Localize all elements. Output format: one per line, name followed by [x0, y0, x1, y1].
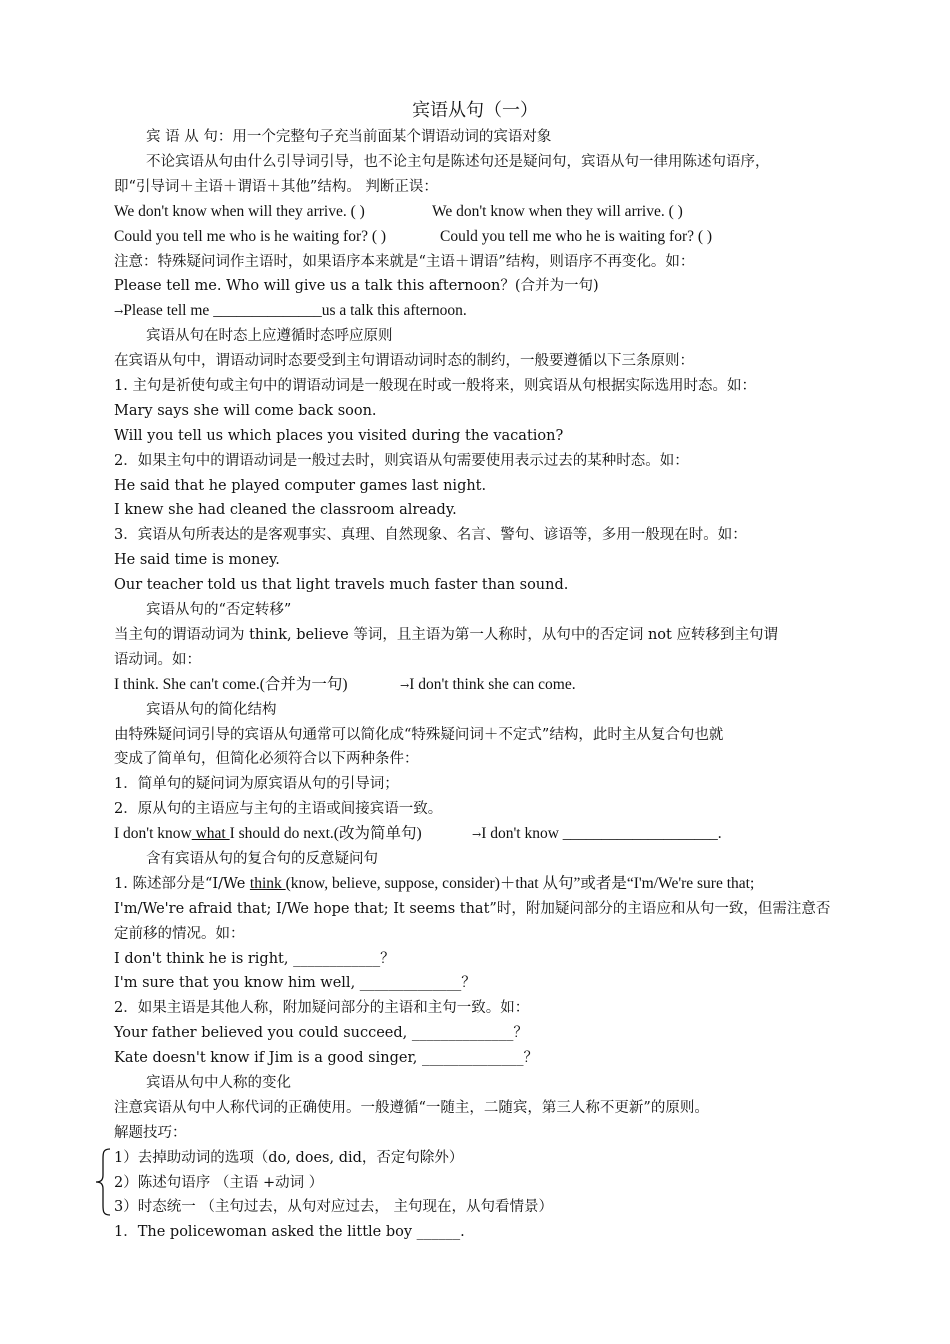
exercise-line: I'm sure that you know him well, ______________？ [114, 975, 476, 991]
paragraph-line: 不论宾语从句由什么引导词引导，也不论主句是陈述句还是疑问句，宾语从句一律用陈述句语序， [146, 154, 770, 170]
definition-line: 宾 语 从 句：用一个完整句子充当前面某个谓语动词的宾语对象 [146, 129, 552, 145]
paragraph-line: 语动词。如： [114, 652, 201, 668]
example-line: He said time is money. [114, 552, 280, 568]
underlined-word: what [191, 825, 230, 842]
example-line: I think. She can't come.(合并为一句) →I don't think she can come. [114, 676, 576, 693]
section-heading: 宾语从句的“否定转移” [146, 602, 292, 618]
paragraph-line: 注意宾语从句中人称代词的正确使用。一般遵循“一随主，二随宾，第三人称不更新”的原则。 [114, 1100, 709, 1116]
rule-item: 3．宾语从句所表达的是客观事实、真理、自然现象、名言、警句、谚语等，多用一般现在时。如： [114, 527, 747, 543]
paragraph-line: 即“引导词＋主语＋谓语＋其他”结构。 判断正误： [114, 179, 438, 195]
example-line: Our teacher told us that light travels much faster than sound. [114, 577, 569, 593]
exercise-line [114, 227, 844, 247]
rule-item: 2．如果主语是其他人称，附加疑问部分的主语和主句一致。如： [114, 1000, 530, 1016]
answer-blank: ______________ [213, 302, 322, 319]
arrow-icon: → [472, 828, 482, 841]
tips-heading: 解题技巧： [114, 1125, 187, 1141]
paragraph-line: I'm/We're afraid that; I/We hope that; It seems that”时，附加疑问部分的主语应和从句一致，但需注意否 [114, 901, 831, 917]
paragraph-line: 当主句的谓语动词为 think, believe 等词，且主语为第一人称时，从句中的否定词 not 应转移到主句谓 [114, 627, 778, 643]
exercise-line: Your father believed you could succeed, ______________？ [114, 1025, 528, 1041]
condition-item: 1．简单句的疑问词为原宾语从句的引导词； [114, 776, 399, 792]
paragraph-line: 在宾语从句中，谓语动词时态要受到主句谓语动词时态的制约，一般要遵循以下三条原则： [114, 353, 694, 369]
example-line: Mary says she will come back soon. [114, 403, 377, 419]
question-item: 1．The policewoman asked the little boy ______. [114, 1224, 465, 1240]
section-heading: 宾语从句在时态上应遵循时态呼应原则 [146, 328, 393, 344]
example-line: Will you tell us which places you visited during the vacation? [114, 428, 564, 444]
arrow-icon: → [400, 679, 410, 692]
exercise-option-b: We don't know when they will arrive. ( ) [432, 203, 683, 220]
paragraph-line: 变成了简单句，但简化必须符合以下两种条件： [114, 751, 419, 767]
exercise-option-a: We don't know when will they arrive. ( ) [114, 203, 365, 220]
exercise-line [114, 202, 844, 222]
section-heading: 宾语从句中人称的变化 [146, 1075, 291, 1091]
exercise-line: I don't think he is right, ____________？ [114, 951, 395, 967]
example-line: He said that he played computer games last night. [114, 478, 487, 494]
section-heading: 含有宾语从句的复合句的反意疑问句 [146, 851, 378, 867]
paragraph-line: 定前移的情况。如： [114, 926, 245, 942]
example-line: I knew she had cleaned the classroom already. [114, 502, 457, 518]
exercise-line: I don't know what I should do next.(改为简单句) →I don't know ____________________. [114, 825, 722, 842]
exercise-option-b: Could you tell me who he is waiting for? ( ) [440, 228, 713, 245]
section-heading: 宾语从句的简化结构 [146, 702, 277, 718]
paragraph-line: 由特殊疑问词引导的宾语从句通常可以简化成“特殊疑问词＋不定式”结构，此时主从复合句也就 [114, 727, 724, 743]
example-line: →Please tell me ______________us a talk this afternoon. [114, 302, 467, 319]
condition-item: 2．原从句的主语应与主句的主语或间接宾语一致。 [114, 801, 443, 817]
tip-item: 2）陈述句语序 （主语 +动词 ） [114, 1175, 324, 1191]
tip-item: 1）去掉助动词的选项（do, does, did，否定句除外） [114, 1150, 464, 1166]
example-line: Please tell me. Who will give us a talk this afternoon？(合并为一句) [114, 278, 599, 294]
brace-icon [94, 1147, 114, 1217]
underlined-word: think [249, 875, 286, 892]
exercise-option-a: Could you tell me who is he waiting for? ( ) [114, 228, 387, 245]
exercise-line: Kate doesn't know if Jim is a good singer, ______________？ [114, 1050, 538, 1066]
arrow-icon: → [114, 305, 124, 318]
rule-item: 1. 陈述部分是“I/We think (know, believe, suppose, consider)＋that 从句”或者是“I'm/We're sure that; [114, 875, 755, 892]
note-line: 注意：特殊疑问词作主语时，如果语序本来就是“主语＋谓语”结构，则语序不再变化。如： [114, 254, 695, 270]
tip-item: 3）时态统一 （主句过去，从句对应过去， 主句现在，从句看情景） [114, 1199, 553, 1215]
rule-item: 2．如果主句中的谓语动词是一般过去时，则宾语从句需要使用表示过去的某种时态。如： [114, 453, 689, 469]
page-title: 宾语从句（一） [412, 100, 538, 121]
rule-item: 1. 主句是祈使句或主句中的谓语动词是一般现在时或一般将来，则宾语从句根据实际选用时态。如： [114, 378, 756, 394]
